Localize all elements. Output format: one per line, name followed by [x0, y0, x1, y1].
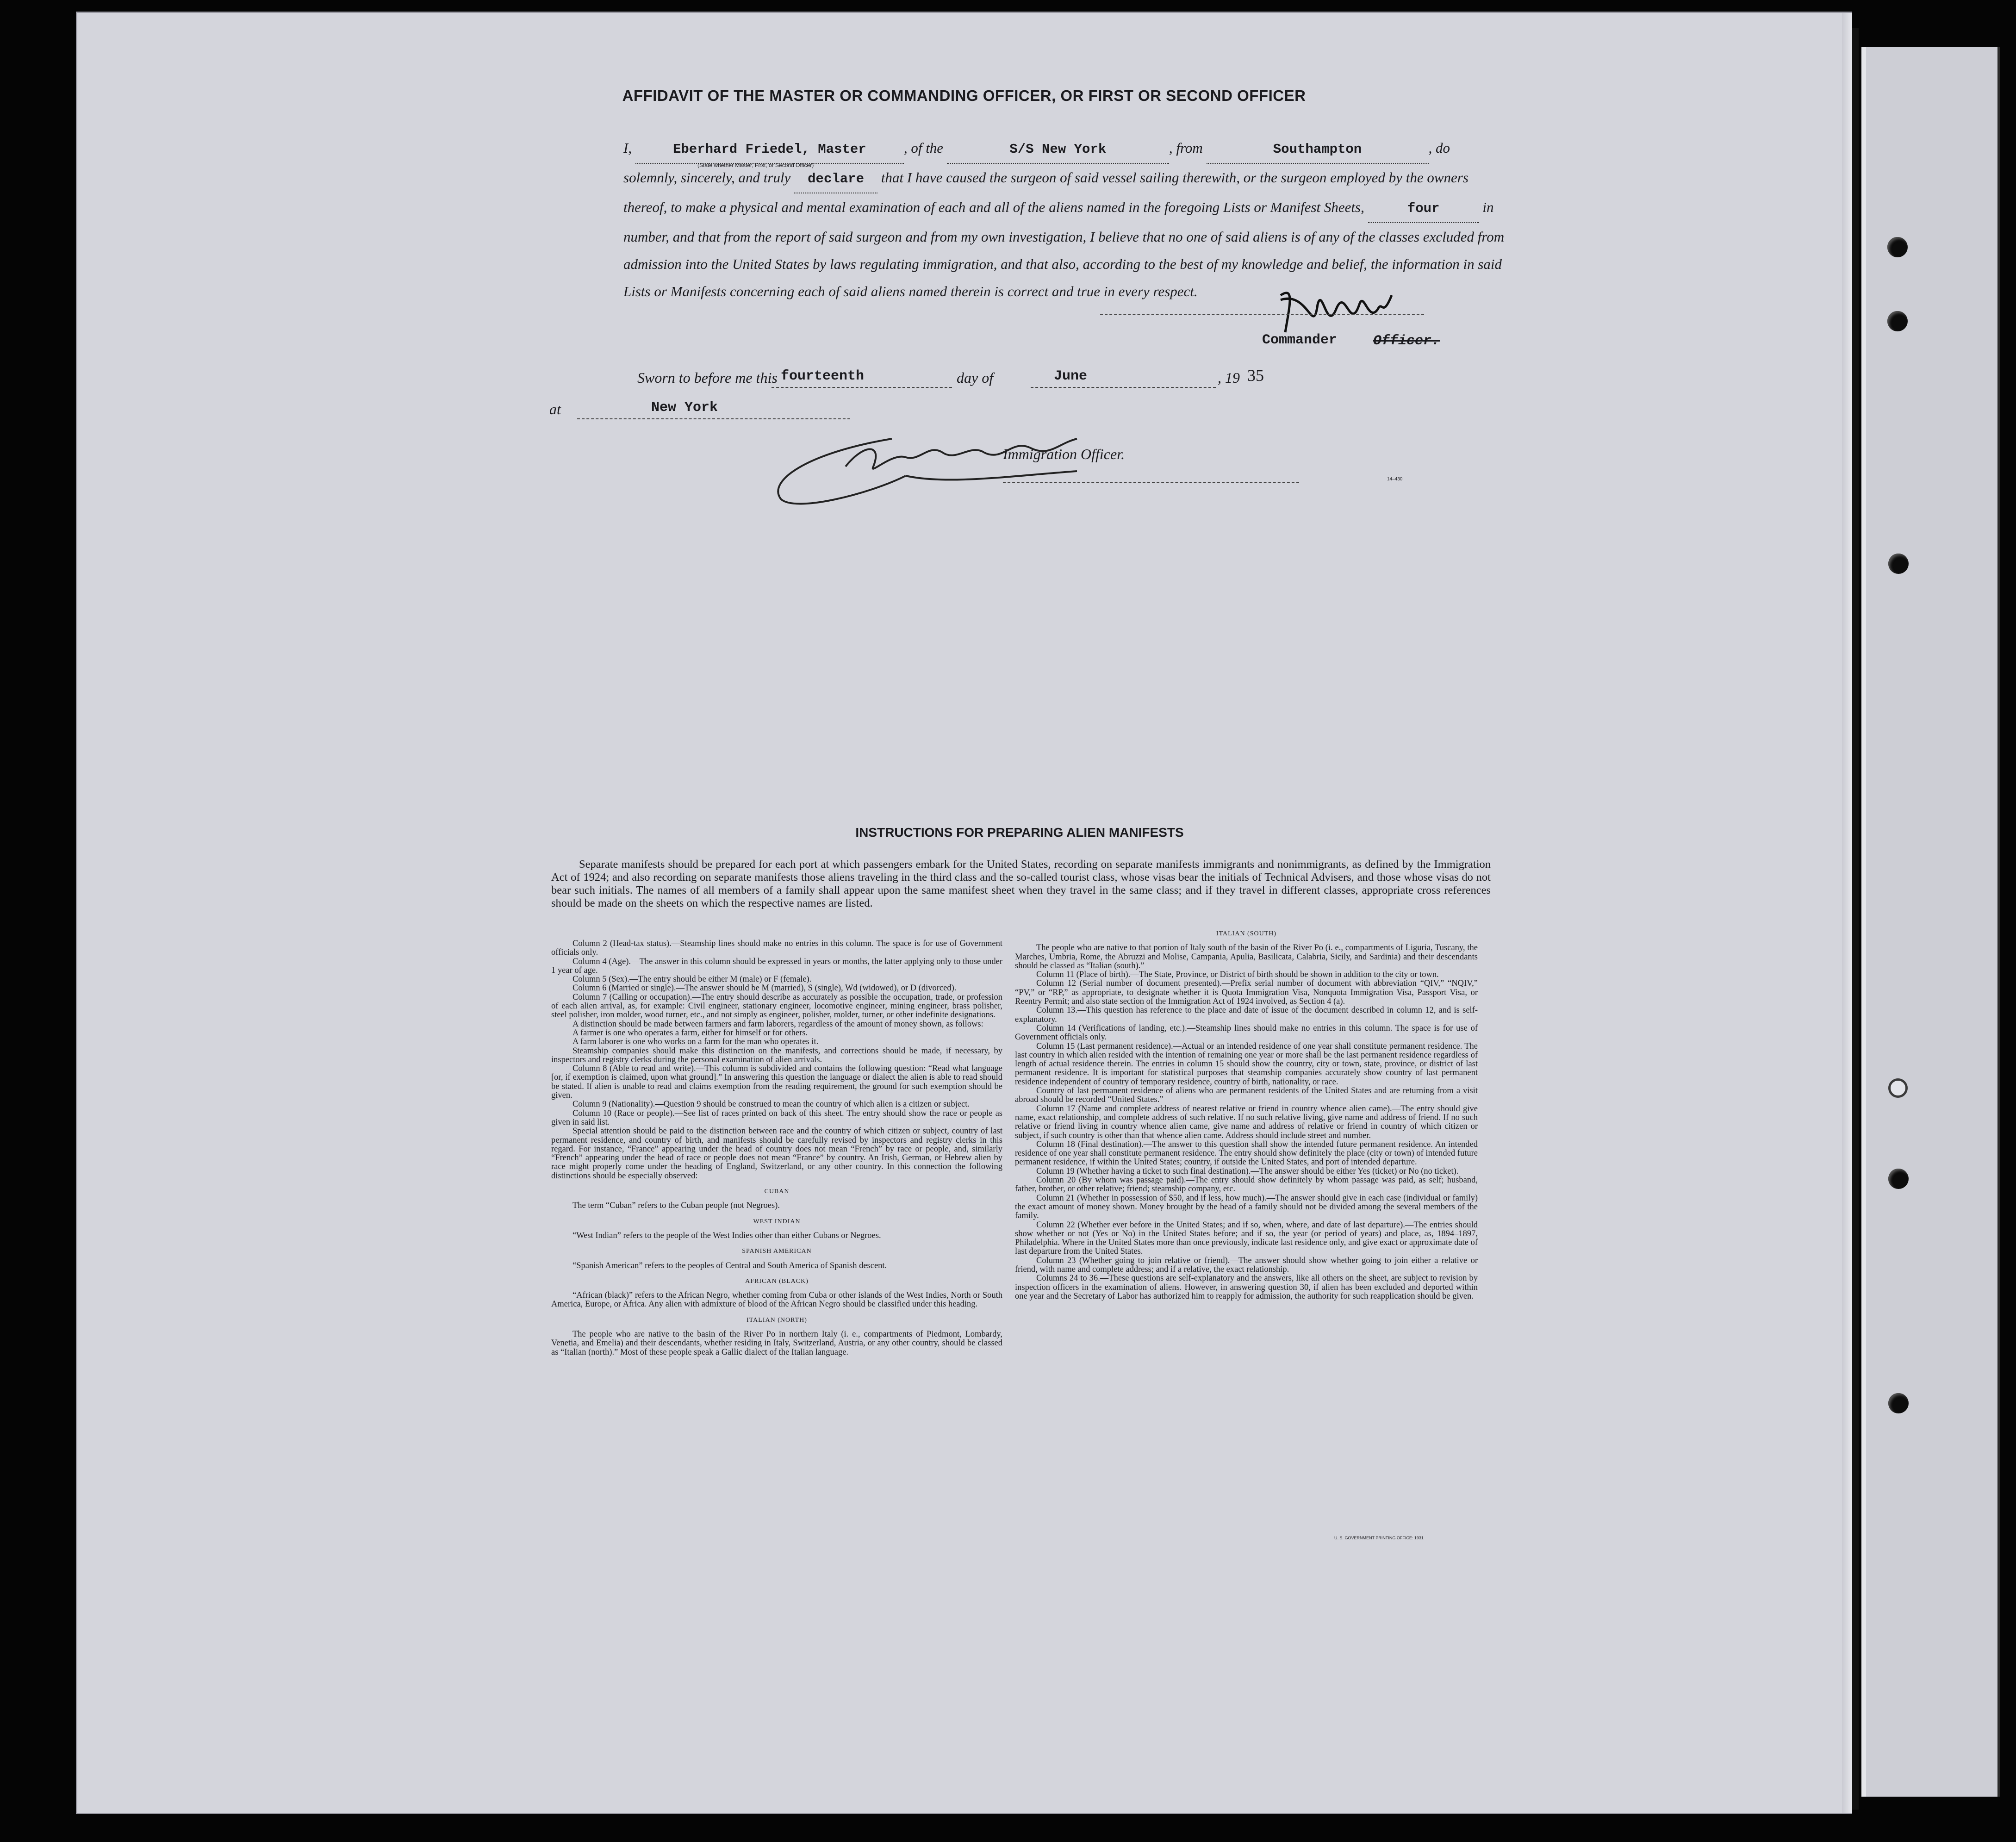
rank-hint: (State whether Master, First, or Second Officer)	[697, 162, 814, 168]
african-text: “African (black)” refers to the African Negro, whether coming from Cuba or other islands of the West Indies, North or South America, Europe, or Africa. Any alien with admixture of blood of the African Negro should be classified under this heading.	[551, 1291, 1002, 1309]
spanish-american-heading: SPANISH AMERICAN	[742, 1248, 812, 1255]
instruction-paragraph: Column 12 (Serial number of document presented).—Prefix serial number of document with abbreviation “QIV,” “NQIV,” “PV,” or “RP,” as appropriate, to designate whether it is Quota Immigration Visa, Nonquota Immigration Visa, Passport Visa, or Reentry Permit; and also state section of the Immigration Act of 1924 involved, as Section 4 (a).	[1015, 979, 1478, 1007]
instruction-paragraph: Column 4 (Age).—The answer in this column should be expressed in years or months, the latter applying only to those under 1 year of age.	[551, 957, 1002, 975]
binder-strip	[1861, 47, 2000, 1797]
instruction-paragraph: Column 2 (Head-tax status).—Steamship lines should make no entries in this column. The space is for use of Government officials only.	[551, 939, 1002, 958]
signature-line	[1100, 314, 1424, 315]
instruction-paragraph: Column 13.—This question has reference to the place and date of issue of the document described in column 12, and is self-explanatory.	[1015, 1006, 1478, 1024]
affidavit-title: AFFIDAVIT OF THE MASTER OR COMMANDING OFFICER, OR FIRST OR SECOND OFFICER	[622, 87, 1306, 104]
instruction-paragraph: A farm laborer is one who works on a farm for the man who operates it.	[572, 1037, 819, 1047]
west-indian-heading: WEST INDIAN	[753, 1218, 801, 1225]
day-of-label: day of	[957, 369, 994, 386]
affidavit-text-2: in number, and that from the report of said surgeon and from my own investigation, I believe that no one of said aliens is of any of the classes excluded from admission into the United States by laws regulating immigration, and that also, according to the best of my knowledge and belief, the information in said Lists or Manifests concerning each of said aliens named therein is correct and true in every respect.	[623, 199, 1505, 299]
at-label: at	[549, 401, 561, 417]
year-prefix: , 19	[1218, 369, 1240, 386]
immigration-officer-signature	[753, 425, 1114, 517]
printer-imprint: U. S. GOVERNMENT PRINTING OFFICE: 1931	[1334, 1536, 1424, 1540]
sworn-month: June	[1054, 368, 1088, 384]
instruction-paragraph: Column 15 (Last permanent residence).—Actual or an intended residence of one year shall constitute permanent residence. The last country in which alien resided with the intention of remaining one year or more shall be the last permanent residence regardless of length of actual residence therein. The entries in column 15 should show the country, city or town, state, province, or district of last permanent residence. It is important for statistical purposes that steamship companies accurately show country of last permanent residence independent of country of temporary residence, country of birth, nationality, or race.	[1015, 1041, 1478, 1087]
instruction-paragraph: Column 9 (Nationality).—Question 9 should be construed to mean the country of which alien is a citizen or subject.	[572, 1100, 970, 1109]
form-number: 14–430	[1387, 477, 1403, 482]
italian-north-text: The people who are native to the basin of the River Po in northern Italy (i. e., compartments of Piedmont, Lombardy, Venetia, and Emelia) and their descendants, whether residing in Italy, Switzerland, Austria, or any other country, should be classed as “Italian (north).” Most of these people speak a Gallic dialect of the Italian language.	[551, 1329, 1002, 1357]
text-of-the: , of the	[903, 140, 944, 156]
african-heading: AFRICAN (BLACK)	[745, 1277, 809, 1285]
binder-edge	[1852, 28, 1859, 1810]
officer-line	[1003, 482, 1299, 483]
cuban-text: The term “Cuban” refers to the Cuban people (not Negroes).	[572, 1201, 780, 1211]
instruction-paragraph: Column 7 (Calling or occupation).—The entry should describe as accurately as possible the occupation, trade, or profession of each alien arrival, as, for example: Civil engineer, stationary engineer, locomotive engineer, mining engineer, brass polisher, steel polisher, iron molder, wood turner, etc., and not simply as engineer, polisher, molder, turner, or other indefinite designations.	[551, 992, 1002, 1020]
text-do: , do	[1428, 140, 1450, 156]
month-line	[1031, 387, 1216, 388]
instructions-intro: Separate manifests should be prepared for each port at which passengers embark for the United States, recording on separate manifests immigrants and nonimmigrants, as defined by the Immigration Act of 1924; and also recording on separate manifests those aliens traveling in the third class and the so-called tourist class, whose visas bear the initials of Technical Advisers, and those whose visas do not bear such initials. The names of all members of a family shall appear upon the same manifest sheet when they travel in the same class; and if they travel in different classes, appropriate cross references should be made on the sheets on which the respective names are listed.	[551, 858, 1491, 909]
instruction-paragraph: Column 10 (Race or people).—See list of races printed on back of this sheet. The entry should show the race or people as given in said list.	[551, 1108, 1002, 1127]
sworn-prefix: Sworn to before me this	[637, 369, 778, 386]
binder-hole	[1888, 554, 1909, 574]
sworn-place: New York	[651, 400, 718, 416]
binder-hole	[1888, 1393, 1909, 1413]
text-i: I,	[623, 140, 632, 156]
sworn-day: fourteenth	[781, 368, 865, 384]
text-from: , from	[1169, 140, 1203, 156]
place-line	[577, 418, 850, 419]
instructions-title: INSTRUCTIONS FOR PREPARING ALIEN MANIFESTS	[855, 825, 1184, 840]
officer-label: Officer.	[1373, 333, 1440, 349]
instruction-paragraph: Columns 24 to 36.—These questions are self-explanatory and the answers, like all others on the sheet, are subject to revision by inspection officers in the examination of aliens. However, in answering question 30, if alien has been excluded and deported within one year and the Secretary of Labor has authorized him to reapply for admission, the authority for such reapplication should be given.	[1015, 1274, 1478, 1301]
master-name: Eberhard Friedel, Master	[635, 136, 904, 164]
text-solemnly: solemnly, sincerely, and truly	[623, 169, 791, 186]
signer-title: Commander	[1262, 332, 1338, 348]
instruction-paragraph: Column 8 (Able to read and write).—This column is subdivided and contains the following question: “Read what language [or, if exemption is claimed, upon what ground].” In answering this question the language or dialect the alien is able to read should be stated. If alien is unable to read and claims exemption from the reading requirement, the ground for such exemption should be given.	[551, 1064, 1002, 1101]
departure-port: Southampton	[1207, 136, 1429, 164]
binder-hole	[1887, 311, 1908, 331]
instruction-paragraph: Column 23 (Whether going to join relative or friend).—The answer should show whether going to join either a relative or friend, with name and complete address; and if a relative, the exact relationship.	[1015, 1256, 1478, 1274]
instruction-paragraph: Column 21 (Whether in possession of $50, and if less, how much).—The answer should give in each case (individual or family) the exact amount of money shown. Money brought by the head of a family should not be divided among the several members of the family.	[1015, 1193, 1478, 1221]
instruction-paragraph: Column 5 (Sex).—The entry should be either M (male) or F (female).	[572, 975, 812, 984]
west-indian-text: “West Indian” refers to the people of the West Indies other than either Cubans or Negroes.	[572, 1231, 881, 1240]
binder-hole	[1887, 237, 1908, 257]
cuban-heading: CUBAN	[764, 1188, 790, 1195]
instruction-paragraph: Column 20 (By whom was passage paid).—The entry should show definitely by whom passage was paid, as self; husband, father, brother, or other relative; friend; steamship company, etc.	[1015, 1176, 1478, 1194]
instructions-left-column	[551, 940, 1002, 1357]
italian-south-heading: ITALIAN (SOUTH)	[1216, 930, 1277, 937]
instruction-paragraph: Column 19 (Whether having a ticket to such final destination).—The answer should be either Yes (ticket) or No (no ticket).	[1036, 1166, 1459, 1176]
instruction-paragraph: Column 6 (Married or single).—The answer should be M (married), S (single), Wd (widowed), or D (divorced).	[572, 983, 957, 993]
instructions-right-column	[1015, 929, 1478, 1301]
binder-hole	[1888, 1078, 1908, 1098]
affidavit-text-1: that I have caused the surgeon of said vessel sailing therewith, or the surgeon employed by the owners thereof, to make a physical and mental examination of each and all of the aliens named in the foregoing Lists or Manifest Sheets,	[623, 169, 1468, 215]
instruction-paragraph: Special attention should be paid to the distinction between race and the country of which citizen or subject, country of last permanent residence, and country of birth, and manifests should be carefully revised by inspectors and registry clerks in this regard. For instance, “France” appearing under the head of country does not mean “French” by race or people, and, similarly “French” appearing under the head of race or people does not mean “France” by country. An Irish, German, or Hebrew alien by race might properly come under the heading of England, Switzerland, or any other country. In this connection the following distinctions should be especially observed:	[551, 1126, 1002, 1181]
manifest-page	[76, 12, 1852, 1814]
instruction-paragraph: Column 11 (Place of birth).—The State, Province, or District of birth should be shown in addition to the city or town.	[1036, 970, 1439, 980]
instruction-paragraph: A distinction should be made between farmers and farm laborers, regardless of the amount of money shown, as follows:	[572, 1019, 983, 1029]
italian-north-heading: ITALIAN (NORTH)	[747, 1316, 807, 1324]
sheet-count: four	[1368, 195, 1479, 223]
instruction-paragraph: Column 14 (Verifications of landing, etc.).—Steamship lines should make no entries in this column. The space is for use of Government officials only.	[1015, 1023, 1478, 1042]
declare-word: declare	[794, 165, 877, 193]
binder-hole	[1888, 1169, 1909, 1189]
instruction-paragraph: Column 22 (Whether ever before in the United States; and if so, when, where, and date of last departure).—The entries should show whether or not (Yes or No) in the United States before; and if so, the year (or period of years) and place, as, 1894–1897, Philadelphia. Where in the United States more than once previously, indicate last residence only, and give exact or approximate date of last departure from the United States.	[1015, 1220, 1478, 1257]
instruction-paragraph: The people who are native to that portion of Italy south of the basin of the River Po (i. e., compartments of Liguria, Tuscany, the Marches, Umbria, Rome, the Abruzzi and Molise, Campania, Apulia, Basilicata, Calabria, Sicily, and Sardinia) and their descendants should be classed as “Italian (south).”	[1015, 943, 1478, 971]
immigration-officer-label: Immigration Officer.	[1003, 446, 1125, 462]
vessel-name: S/S New York	[947, 136, 1169, 164]
instruction-paragraph: Steamship companies should make this distinction on the manifests, and corrections should be made, if necessary, by inspectors and registry clerks during the personal examination of alien arrivals.	[551, 1046, 1002, 1064]
instruction-paragraph: Country of last permanent residence of aliens who are permanent residents of the United States and are returning from a visit abroad should be recorded “United States.”	[1015, 1086, 1478, 1105]
instruction-paragraph: Column 18 (Final destination).—The answer to this question shall show the intended future permanent residence. An intended residence of one year shall constitute permanent residence. The entry should show definitely the place (city or town) of intended future permanent residence, if within the United States; country, if outside the United States, and port of intended departure.	[1015, 1139, 1478, 1167]
year-suffix: 35	[1247, 366, 1264, 385]
instruction-paragraph: Column 17 (Name and complete address of nearest relative or friend in country whence alien came).—The entry should give name, exact relationship, and complete address of such relative. If no such relative living, give name and address of friend. If no such relative or friend living in country whence alien came, give name and address of relative or friend in country of which citizen or subject, if such country is other than that whence alien came. Address should include street and number.	[1015, 1104, 1478, 1140]
day-line	[772, 387, 952, 388]
instruction-paragraph: A farmer is one who operates a farm, either for himself or for others.	[572, 1028, 808, 1038]
spanish-american-text: “Spanish American” refers to the peoples of Central and South America of Spanish descent.	[572, 1261, 887, 1270]
